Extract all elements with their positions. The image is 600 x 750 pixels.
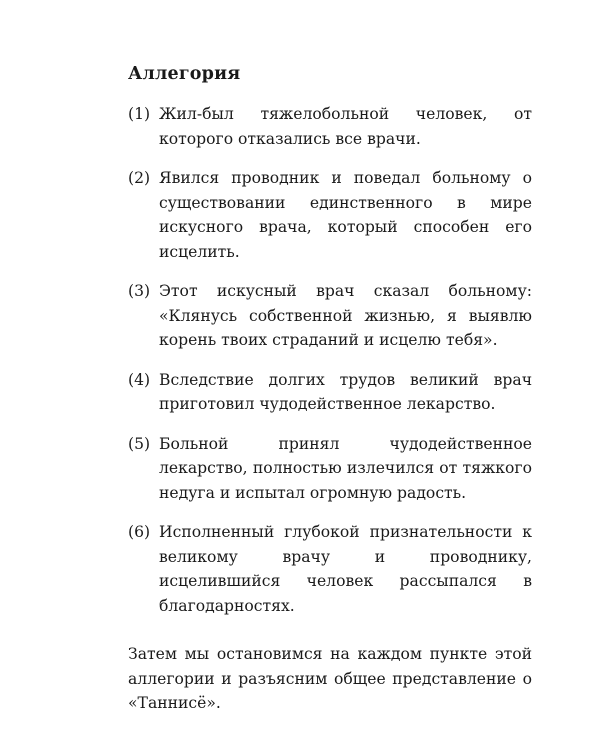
item-text: Явился проводник и поведал больному о существовании единственного в мире искусного врача, который способен его исцелить. [159, 169, 532, 261]
item-number: (3) [128, 282, 151, 300]
list-item [128, 520, 532, 618]
item-number: (6) [128, 523, 151, 541]
item-number: (5) [128, 434, 151, 453]
item-text: Исполненный глубокой признательности к великому врачу и проводнику, исцелившийся человек рассыпался в благодарностях. [159, 523, 532, 615]
item-text: Жил-был тяжелобольной человек, от которого отказались все врачи. [159, 105, 532, 148]
closing-paragraph: Затем мы остановимся на каждом пункте этой аллегории и разъясним общее представление о «Таннисё». [128, 645, 532, 712]
item-text: Больной принял чудодейственное лекарство, полностью излечился от тяжкого недуга и испытал огромную радость. [159, 434, 532, 502]
section-heading: Аллегория [128, 64, 241, 84]
list-item [128, 166, 532, 264]
list-item [128, 279, 532, 353]
list-item [128, 102, 532, 151]
item-text: Вследствие долгих трудов великий врач приготовил чудодейственное лекарство. [159, 370, 532, 413]
item-number: (2) [128, 169, 151, 187]
item-text: Этот искусный врач сказал больному: «Клянусь собственной жизнью, я выявлю корень твоих страданий и исцелю тебя». [159, 282, 532, 349]
list-item [128, 432, 532, 506]
page-content [128, 62, 532, 716]
list-item [128, 368, 532, 417]
item-number: (1) [128, 105, 151, 123]
item-number: (4) [128, 370, 151, 389]
allegory-list [128, 102, 532, 618]
